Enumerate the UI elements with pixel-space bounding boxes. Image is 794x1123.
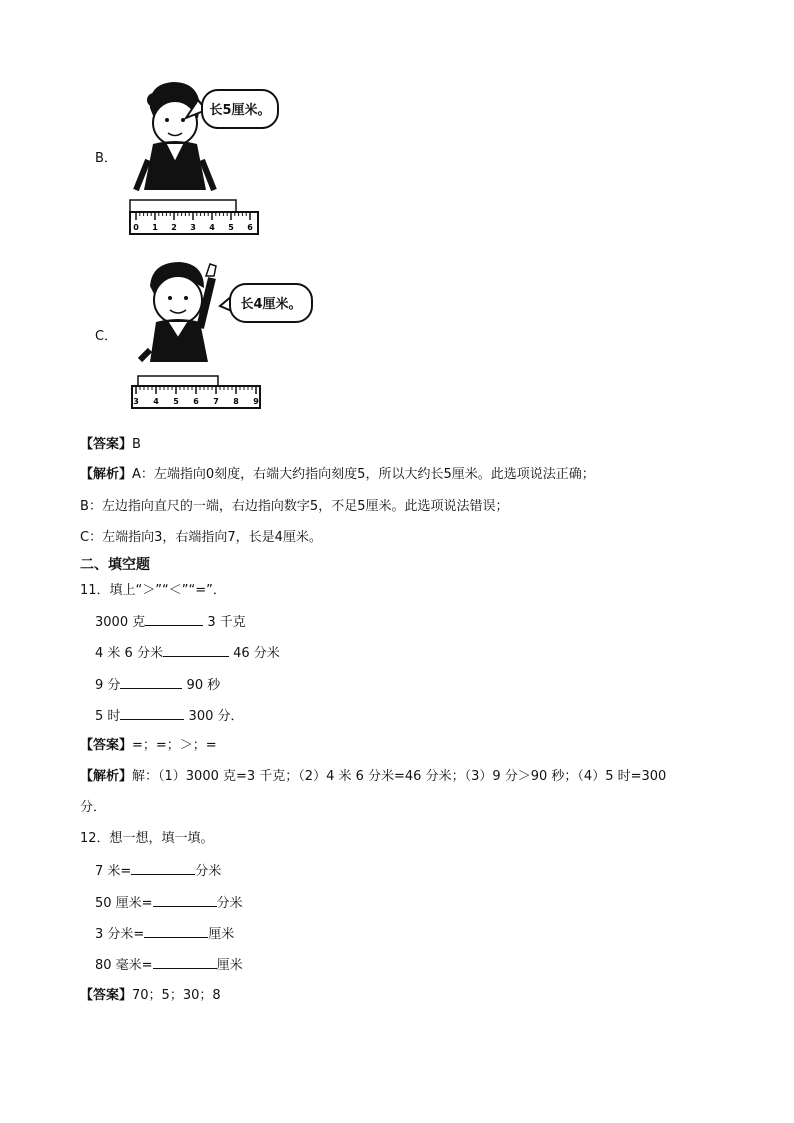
fill-blank[interactable]: [163, 644, 229, 657]
analysis-text: 解：（1）3000 克=3 千克；（2）4 米 6 分米=46 分米；（3）9 分＞90 秒；（4）5 时=300: [132, 769, 667, 784]
q11-analysis: [80, 769, 666, 785]
ruler-tick-label: 7: [213, 397, 219, 406]
q11-analysis-cont: 分．: [80, 800, 107, 815]
analysis-text: A：左端指向0刻度，右端大约指向刻度5，所以大约长5厘米。此选项说法正确；: [132, 467, 595, 482]
analysis-tag: 【解析】: [80, 467, 133, 482]
ruler-tick-label: 0: [133, 223, 139, 232]
q12-stem: 12．想一想，填一填。: [80, 831, 214, 846]
option-c-label: C．: [95, 329, 118, 344]
item-right: 厘米: [216, 958, 243, 973]
item-right: 厘米: [208, 927, 235, 942]
ruler-tick-label: 8: [233, 397, 239, 406]
answer-value: 70；5；30；8: [132, 988, 221, 1003]
item-left: 4 米 6 分米: [95, 646, 163, 661]
answer-tag: 【答案】: [80, 738, 133, 753]
q10-answer: [80, 437, 141, 453]
fill-blank[interactable]: [120, 707, 184, 720]
item-left: 50 厘米=: [95, 896, 153, 911]
q11-item: [95, 676, 220, 694]
ruler-tick-label: 4: [209, 223, 215, 232]
q12-item: [95, 862, 221, 880]
fill-blank[interactable]: [153, 956, 217, 969]
q10-analysis-c: C：左端指向3，右端指向7，长是4厘米。: [80, 530, 322, 545]
answer-tag: 【答案】: [80, 988, 133, 1003]
item-right: 300 分．: [188, 709, 244, 724]
q11-item: [95, 613, 246, 631]
q11-stem: 11．填上“＞”“＜”“=”．: [80, 583, 226, 598]
option-c-speech: 长4厘米。: [240, 297, 302, 312]
fill-blank[interactable]: [153, 894, 217, 907]
ruler-tick-label: 2: [171, 223, 177, 232]
fill-blank[interactable]: [131, 862, 195, 875]
q12-item: [95, 894, 243, 912]
answer-value: B: [132, 437, 141, 452]
ruler-tick-label: 3: [133, 397, 139, 406]
q10-analysis-a: [80, 467, 595, 483]
item-right: 分米: [216, 896, 243, 911]
item-left: 9 分: [95, 678, 121, 693]
analysis-tag: 【解析】: [80, 769, 133, 784]
fill-blank[interactable]: [144, 925, 208, 938]
item-left: 3 分米=: [95, 927, 145, 942]
ruler-tick-label: 5: [173, 397, 179, 406]
option-b-speech: 长5厘米。: [209, 103, 271, 118]
q10-analysis-b: B：左边指向直尺的一端，右边指向数字5，不足5厘米。此选项说法错误；: [80, 499, 509, 514]
q11-item: [95, 707, 244, 725]
item-left: 80 毫米=: [95, 958, 153, 973]
ruler-tick-label: 3: [190, 223, 196, 232]
fill-blank[interactable]: [145, 613, 203, 626]
q11-answer: [80, 738, 217, 754]
answer-tag: 【答案】: [80, 437, 133, 452]
answer-value: =；=；＞；=: [132, 738, 217, 753]
item-left: 5 时: [95, 709, 121, 724]
item-left: 3000 克: [95, 615, 146, 630]
section-title: 二、填空题: [80, 557, 150, 573]
q11-item: [95, 644, 280, 662]
q12-item: [95, 956, 243, 974]
ruler-tick-label: 6: [193, 397, 199, 406]
item-right: 3 千克: [207, 615, 246, 630]
item-right: 分米: [195, 864, 222, 879]
ruler-tick-label: 9: [253, 397, 259, 406]
fill-blank[interactable]: [120, 676, 182, 689]
boy-ruler-illustration: [128, 258, 318, 414]
ruler-tick-label: 1: [152, 223, 158, 232]
item-right: 90 秒: [186, 678, 221, 693]
ruler-tick-label: 4: [153, 397, 159, 406]
girl-ruler-illustration: [128, 78, 288, 238]
item-right: 46 分米: [233, 646, 280, 661]
ruler-tick-label: 6: [247, 223, 253, 232]
item-left: 7 米=: [95, 864, 132, 879]
ruler-tick-label: 5: [228, 223, 234, 232]
option-b-label: B．: [95, 151, 117, 166]
q12-answer: [80, 988, 221, 1004]
q12-item: [95, 925, 234, 943]
